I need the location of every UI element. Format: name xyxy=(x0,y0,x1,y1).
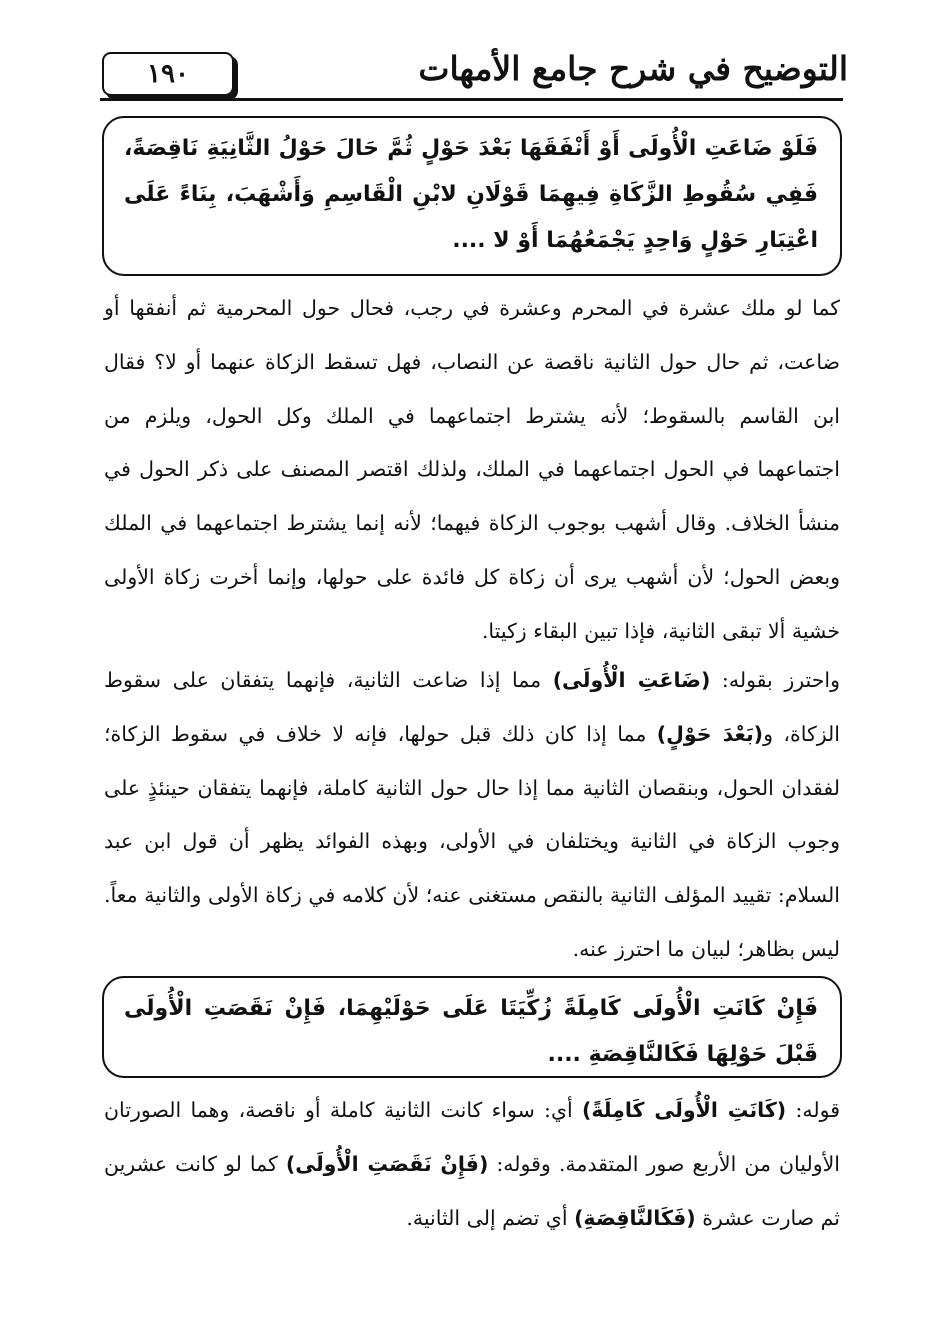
commentary-paragraph-3 xyxy=(104,1084,840,1245)
commentary-paragraph-2 xyxy=(104,654,840,977)
matn-text-2: فَإِنْ كَانَتِ الْأُولَى كَامِلَةً زُكِّيَتَا عَلَى حَوْلَيْهِمَا، فَإِنْ نَقَصَتِ الْأُولَى قَبْلَ حَوْلِهَا فَكَالنَّاقِصَةِ .... xyxy=(124,996,818,1067)
matn-box-2 xyxy=(102,976,842,1078)
quoted-phrase: (كَانَتِ الْأُولَى كَامِلَةً) xyxy=(582,1098,787,1122)
quoted-phrase: (فَإِنْ نَقَصَتِ الْأُولَى) xyxy=(285,1151,489,1176)
quoted-phrase: (ضَاعَتِ الْأُولَى) xyxy=(552,668,711,692)
paragraph-3-text-3: كما لو كانت عشرين ثم صارت عشرة xyxy=(104,1151,840,1230)
paragraph-1-text: كما لو ملك عشرة في المحرم وعشرة في رجب، فحال حول المحرمية ثم أنفقها أو ضاعت، ثم حال حول الثانية ناقصة عن النصاب، فهل تسقط الزكاة عنهما أو لا؟ فقال ابن القاسم بالسقوط؛ لأنه يشترط اجتماعهما في الملك وكل الحول، ويلزم من اجتماعهما في الحول اجتماعهما في الملك، ولذلك اقتصر المصنف على ذكر الحول في منشأ الخلاف. وقال أشهب بوجوب الزكاة فيهما؛ لأنه إنما يشترط اجتماعهما في الملك وبعض الحول؛ لأن أشهب يرى أن زكاة كل فائدة على حولها، وإنما أخرت زكاة الأولى خشية ألا تبقى الثانية، فإذا تبين البقاء زكيتا. xyxy=(104,296,840,643)
running-title: التوضيح في شرح جامع الأمهات xyxy=(418,49,848,88)
paragraph-3-text-2: أي: سواء كانت الثانية كاملة أو ناقصة، وهما الصورتان الأوليان من الأربع صور المتقدمة. وقوله: xyxy=(104,1098,840,1176)
paragraph-3-text-1: قوله: xyxy=(786,1098,840,1122)
paragraph-2-text-1: واحترز بقوله: xyxy=(710,668,840,692)
quoted-phrase: (فَكَالنَّاقِصَةِ) xyxy=(574,1205,696,1230)
page-number: ١٩٠ xyxy=(102,52,234,96)
matn-box-1 xyxy=(102,116,842,276)
matn-text-1: فَلَوْ ضَاعَتِ الْأُولَى أَوْ أَنْفَقَهَا بَعْدَ حَوْلٍ ثُمَّ حَالَ حَوْلُ الثَّانِيَةِ نَاقِصَةً، فَفِي سُقُوطِ الزَّكَاةِ فِيهِمَا قَوْلَانِ لابْنِ الْقَاسِمِ وَأَشْهَبَ، بِنَاءً عَلَى اعْتِبَارِ حَوْلٍ وَاحِدٍ يَجْمَعُهُمَا أَوْ لا .... xyxy=(124,136,818,253)
paragraph-2-text-2: مما إذا ضاعت الثانية، فإنهما يتفقان على سقوط الزكاة، و xyxy=(104,668,840,746)
paragraph-3-text-4: أي تضم إلى الثانية. xyxy=(406,1205,575,1230)
commentary-paragraph-1 xyxy=(104,282,840,659)
paragraph-2-text-3: مما إذا كان ذلك قبل حولها، فإنه لا خلاف في سقوط الزكاة؛ لفقدان الحول، وبنقصان الثانية مما إذا حال حول الثانية كاملة، فإنهما يتفقان حينئذٍ على وجوب الزكاة في الثانية ويختلفان في الأولى، وبهذه الفوائد يظهر أن قول ابن عبد السلام: تقييد المؤلف الثانية بالنقص مستغنى عنه؛ لأن كلامه في زكاة الأولى والثانية معاً. ليس بظاهر؛ لبيان ما احترز عنه. xyxy=(104,721,840,961)
header-divider xyxy=(100,98,843,101)
quoted-phrase: (بَعْدَ حَوْلٍ) xyxy=(656,721,764,746)
